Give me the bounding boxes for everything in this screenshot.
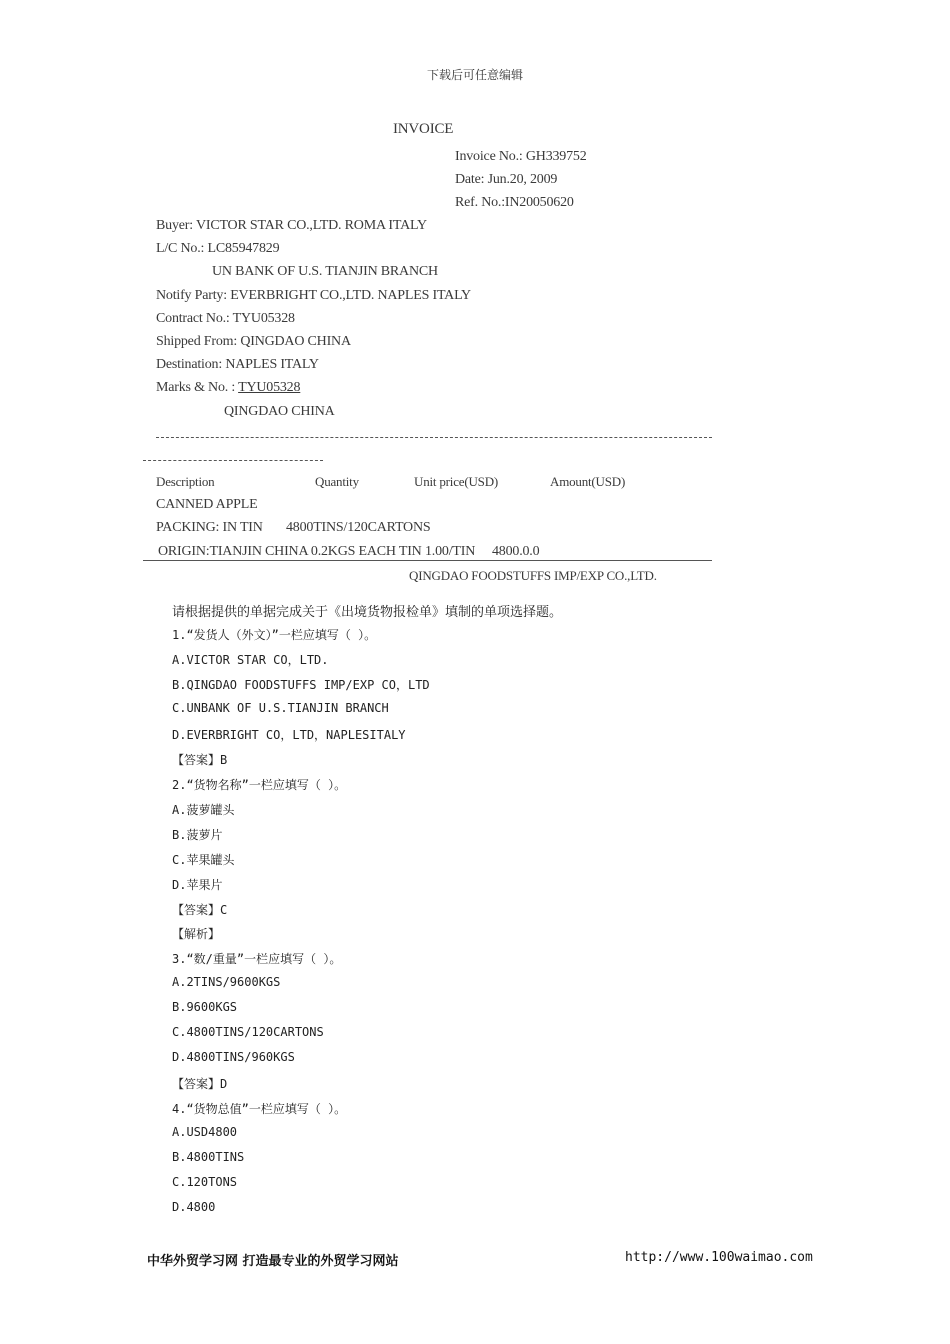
q3-option-c: C.4800TINS/120CARTONS (172, 1025, 324, 1039)
seller-signature: QINGDAO FOODSTUFFS IMP/EXP CO.,LTD. (409, 568, 657, 583)
column-unit-price: Unit price(USD) (414, 474, 499, 489)
q4-stem: 4.“货物总值”一栏应填写（ ）。 (172, 1102, 347, 1116)
amount-value: 4800.0.0 (492, 544, 540, 559)
q2-answer: 【答案】C (172, 903, 228, 917)
q4-option-d: D.4800 (172, 1200, 216, 1214)
q2-option-b: B.菠萝片 (172, 828, 223, 842)
header-note: 下载后可任意编辑 (426, 68, 523, 82)
q1-option-c: C.UNBANK OF U.S.TIANJIN BRANCH (172, 701, 389, 715)
q4-option-a: A.USD4800 (172, 1125, 238, 1139)
q2-option-a: A.菠萝罐头 (172, 803, 235, 817)
item-name: CANNED APPLE (156, 497, 258, 512)
q3-answer: 【答案】D (172, 1077, 228, 1091)
shipped-from-line: Shipped From: QINGDAO CHINA (156, 334, 351, 349)
q1-option-b: B.QINGDAO FOODSTUFFS IMP/EXP CO，LTD (172, 678, 430, 692)
solid-divider (143, 560, 712, 561)
bank-line: UN BANK OF U.S. TIANJIN BRANCH (212, 264, 438, 279)
packing-quantity: 4800TINS/120CARTONS (286, 520, 431, 535)
contract-number-line: Contract No.: TYU05328 (156, 311, 295, 326)
invoice-title: INVOICE (393, 121, 454, 137)
notify-party-line: Notify Party: EVERBRIGHT CO.,LTD. NAPLES ITALY (156, 288, 471, 303)
invoice-ref-no: Ref. No.:IN20050620 (455, 195, 574, 210)
q1-answer: 【答案】B (172, 753, 228, 767)
q4-option-c: C.120TONS (172, 1175, 238, 1189)
destination-line: Destination: NAPLES ITALY (156, 357, 319, 372)
q1-option-a: A.VICTOR STAR CO，LTD. (172, 653, 329, 667)
q1-option-d: D.EVERBRIGHT CO，LTD，NAPLESITALY (172, 728, 406, 742)
q4-option-b: B.4800TINS (172, 1150, 245, 1164)
questions-intro: 请根据提供的单据完成关于《出境货物报检单》填制的单项选择题。 (172, 605, 563, 620)
q3-stem: 3.“数/重量”一栏应填写（ ）。 (172, 952, 342, 966)
footer-site-name: 中华外贸学习网 打造最专业的外贸学习网站 (147, 1254, 399, 1269)
origin-line: ORIGIN:TIANJIN CHINA 0.2KGS EACH TIN (158, 544, 422, 559)
marks-line-2: QINGDAO CHINA (224, 404, 335, 419)
q2-option-c: C.苹果罐头 (172, 853, 235, 867)
footer-url[interactable]: http://www.100waimao.com (625, 1250, 813, 1265)
q3-option-b: B.9600KGS (172, 1000, 238, 1014)
q2-stem: 2.“货物名称”一栏应填写（ ）。 (172, 778, 347, 792)
unit-price-value: 1.00/TIN (425, 544, 476, 559)
q3-option-a: A.2TINS/9600KGS (172, 975, 281, 989)
column-amount: Amount(USD) (550, 474, 626, 489)
invoice-number: Invoice No.: GH339752 (455, 149, 587, 164)
marks-label: Marks & No. : (156, 380, 239, 395)
lc-number-line: L/C No.: LC85947829 (156, 241, 280, 256)
invoice-date: Date: Jun.20, 2009 (455, 172, 558, 187)
packing-label: PACKING: IN TIN (156, 520, 263, 535)
marks-line (156, 380, 300, 396)
dashed-divider-1 (156, 437, 712, 438)
marks-value: TYU05328 (238, 380, 301, 395)
q2-analysis: 【解析】 (172, 927, 221, 941)
q2-option-d: D.苹果片 (172, 878, 223, 892)
buyer-line: Buyer: VICTOR STAR CO.,LTD. ROMA ITALY (156, 218, 427, 233)
dashed-divider-2 (143, 460, 323, 461)
column-description: Description (156, 474, 215, 489)
q3-option-d: D.4800TINS/960KGS (172, 1050, 295, 1064)
column-quantity: Quantity (315, 474, 359, 489)
q1-stem: 1.“发货人（外文）”一栏应填写（ ）。 (172, 628, 377, 642)
